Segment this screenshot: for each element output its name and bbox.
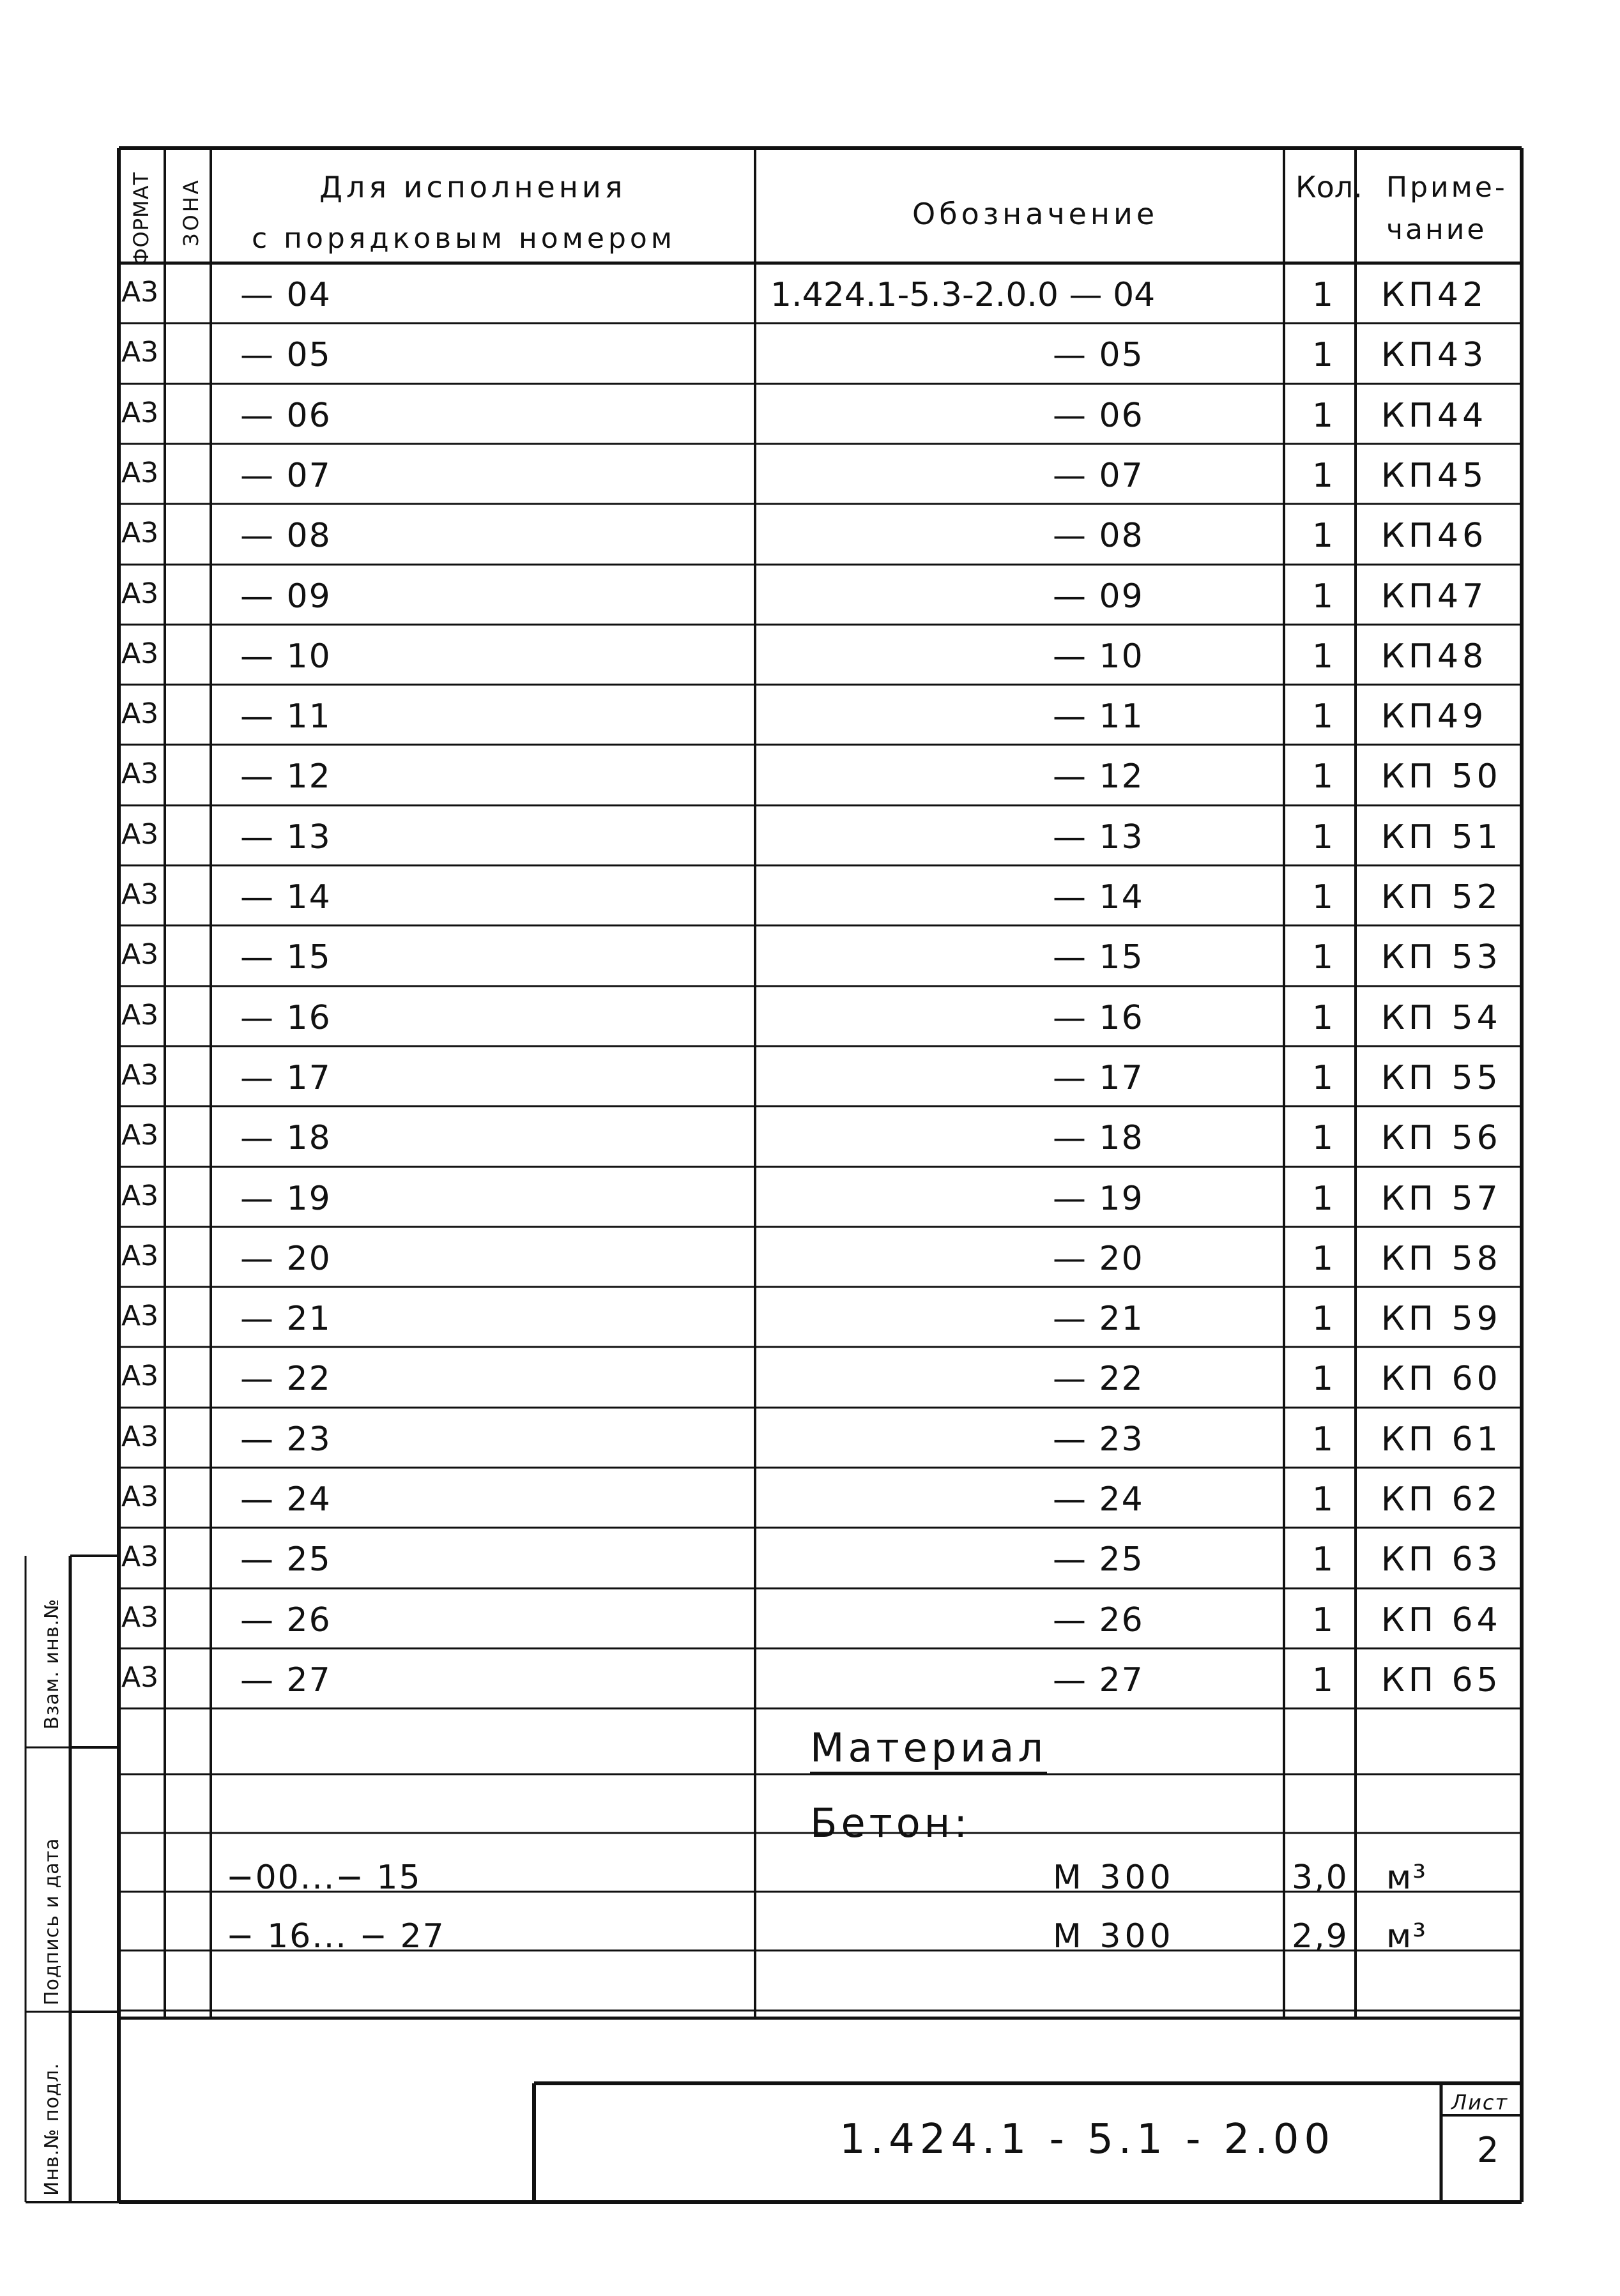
row-note: КП 52 [1381,878,1502,916]
row-format: А3 [121,878,159,911]
row-note: КП 56 [1381,1119,1502,1157]
row-qty: 1 [1312,1059,1335,1097]
row-exec: — 22 [240,1360,332,1398]
row-qty: 1 [1312,757,1335,796]
row-exec: — 19 [240,1180,332,1218]
row-designation: — 13 [1053,818,1144,856]
row-qty: 1 [1312,1540,1335,1579]
row-note: КП46 [1381,517,1488,555]
row-qty: 1 [1312,1601,1335,1639]
row-exec: — 16 [240,999,332,1037]
row-exec: — 21 [240,1300,332,1338]
row-format: А3 [121,757,159,790]
row-format: А3 [121,697,159,730]
row-format: А3 [121,1360,159,1392]
row-designation: — 05 [1053,336,1144,374]
row-exec: — 11 [240,697,332,736]
row-note: КП 64 [1381,1601,1502,1639]
row-designation: — 11 [1053,697,1144,736]
row-format: А3 [121,397,159,429]
row-note: КП 53 [1381,938,1502,977]
header-zone: ЗОНА [179,178,203,247]
row-note: КП49 [1381,697,1488,736]
row-qty: 1 [1312,1119,1335,1157]
header-note-line2: чание [1386,213,1487,246]
row-designation: — 18 [1053,1119,1144,1157]
row-exec: — 04 [240,276,332,314]
row-exec: — 24 [240,1480,332,1519]
row-note: КП 57 [1381,1180,1502,1218]
row-note: КП 60 [1381,1360,1502,1398]
document-code: 1.424.1 - 5.1 - 2.00 [839,2116,1336,2163]
row-format: А3 [121,336,159,369]
row-note: КП43 [1381,336,1488,374]
row-note: КП 54 [1381,999,1502,1037]
header-format: ФОРМАТ [129,171,153,266]
material-grade-2: М 300 [1053,1917,1175,1956]
row-designation: — 06 [1053,397,1144,435]
row-note: КП 65 [1381,1661,1502,1699]
header-designation: Обозначение [912,197,1159,231]
row-designation: — 09 [1053,577,1144,616]
sheet-number: 2 [1477,2130,1501,2170]
row-format: А3 [121,999,159,1031]
row-exec: — 15 [240,938,332,977]
row-designation: — 16 [1053,999,1144,1037]
row-exec: — 05 [240,336,332,374]
row-note: КП48 [1381,637,1488,676]
row-note: КП 50 [1381,757,1502,796]
row-format: А3 [121,1420,159,1453]
sheet-label: Лист [1451,2090,1509,2115]
row-format: А3 [121,1180,159,1212]
row-qty: 1 [1312,1300,1335,1338]
header-for-exec-line2: с порядковым номером [252,222,676,255]
concrete-label: Бетон: [810,1800,972,1846]
row-format: А3 [121,637,159,670]
row-designation: — 25 [1053,1540,1144,1579]
material-unit-1: м³ [1386,1859,1428,1897]
row-note: КП42 [1381,276,1488,314]
row-exec: — 06 [240,397,332,435]
row-note: КП 63 [1381,1540,1502,1579]
row-note: КП47 [1381,577,1488,616]
row-format: А3 [121,517,159,549]
row-exec: — 13 [240,818,332,856]
row-designation: — 07 [1053,457,1144,495]
row-designation: — 27 [1053,1661,1144,1699]
row-note: КП 62 [1381,1480,1502,1519]
row-designation: — 19 [1053,1180,1144,1218]
row-note: КП44 [1381,397,1488,435]
row-note: КП 58 [1381,1240,1502,1278]
material-heading: Материал [810,1728,1047,1775]
row-designation: — 15 [1053,938,1144,977]
row-format: А3 [121,1240,159,1272]
row-exec: — 08 [240,517,332,555]
row-designation: — 14 [1053,878,1144,916]
row-designation: — 17 [1053,1059,1144,1097]
row-format: А3 [121,938,159,971]
header-note-line1: Приме- [1386,171,1508,204]
row-format: А3 [121,276,159,308]
row-qty: 1 [1312,457,1335,495]
material-qty-2: 2,9 [1292,1917,1349,1956]
row-exec: — 27 [240,1661,332,1699]
row-qty: 1 [1312,697,1335,736]
row-designation: — 12 [1053,757,1144,796]
row-qty: 1 [1312,577,1335,616]
row-designation: — 10 [1053,637,1144,676]
row-exec: — 09 [240,577,332,616]
row-exec: — 23 [240,1420,332,1459]
row-exec: — 17 [240,1059,332,1097]
row-designation: — 21 [1053,1300,1144,1338]
stamp-inv-orig: Инв.№ подл. [41,2062,63,2196]
row-exec: — 07 [240,457,332,495]
row-format: А3 [121,457,159,489]
row-exec: — 12 [240,757,332,796]
row-qty: 1 [1312,938,1335,977]
row-note: КП 59 [1381,1300,1502,1338]
row-format: А3 [121,1480,159,1513]
row-qty: 1 [1312,276,1335,314]
row-note: КП 55 [1381,1059,1502,1097]
row-qty: 1 [1312,1420,1335,1459]
stamp-replace-inv: Взам. инв.№ [41,1598,63,1730]
row-format: А3 [121,1119,159,1152]
material-grade-1: М 300 [1053,1859,1175,1897]
row-note: КП45 [1381,457,1488,495]
row-exec: — 25 [240,1540,332,1579]
row-exec: — 14 [240,878,332,916]
row-exec: — 10 [240,637,332,676]
material-unit-2: м³ [1386,1917,1428,1956]
material-exec-1: −00...− 15 [226,1859,422,1897]
row-note: КП 51 [1381,818,1502,856]
row-format: А3 [121,577,159,610]
row-designation: — 23 [1053,1420,1144,1459]
row-designation: — 22 [1053,1360,1144,1398]
row-exec: — 26 [240,1601,332,1639]
header-for-exec-line1: Для исполнения [319,170,627,204]
row-qty: 1 [1312,999,1335,1037]
row-qty: 1 [1312,1180,1335,1218]
row-format: А3 [121,1059,159,1091]
row-qty: 1 [1312,637,1335,676]
row-qty: 1 [1312,818,1335,856]
row-designation: — 26 [1053,1601,1144,1639]
row-qty: 1 [1312,1360,1335,1398]
row-designation: — 20 [1053,1240,1144,1278]
row-format: А3 [121,818,159,851]
row-format: А3 [121,1661,159,1694]
row-designation: — 08 [1053,517,1144,555]
row-qty: 1 [1312,1661,1335,1699]
row-qty: 1 [1312,517,1335,555]
row-format: А3 [121,1300,159,1332]
material-qty-1: 3,0 [1292,1859,1349,1897]
row-qty: 1 [1312,397,1335,435]
row-format: А3 [121,1540,159,1573]
header-qty: Кол. [1295,170,1363,204]
stamp-sign-date: Подпись и дата [41,1837,63,2005]
row-note: КП 61 [1381,1420,1502,1459]
row-qty: 1 [1312,336,1335,374]
row-qty: 1 [1312,878,1335,916]
row-format: А3 [121,1601,159,1634]
row-designation: — 24 [1053,1480,1144,1519]
row-exec: — 20 [240,1240,332,1278]
row-qty: 1 [1312,1240,1335,1278]
material-exec-2: − 16... − 27 [226,1917,445,1956]
row-qty: 1 [1312,1480,1335,1519]
row-exec: — 18 [240,1119,332,1157]
row-designation: 1.424.1-5.3-2.0.0 — 04 [770,276,1156,314]
